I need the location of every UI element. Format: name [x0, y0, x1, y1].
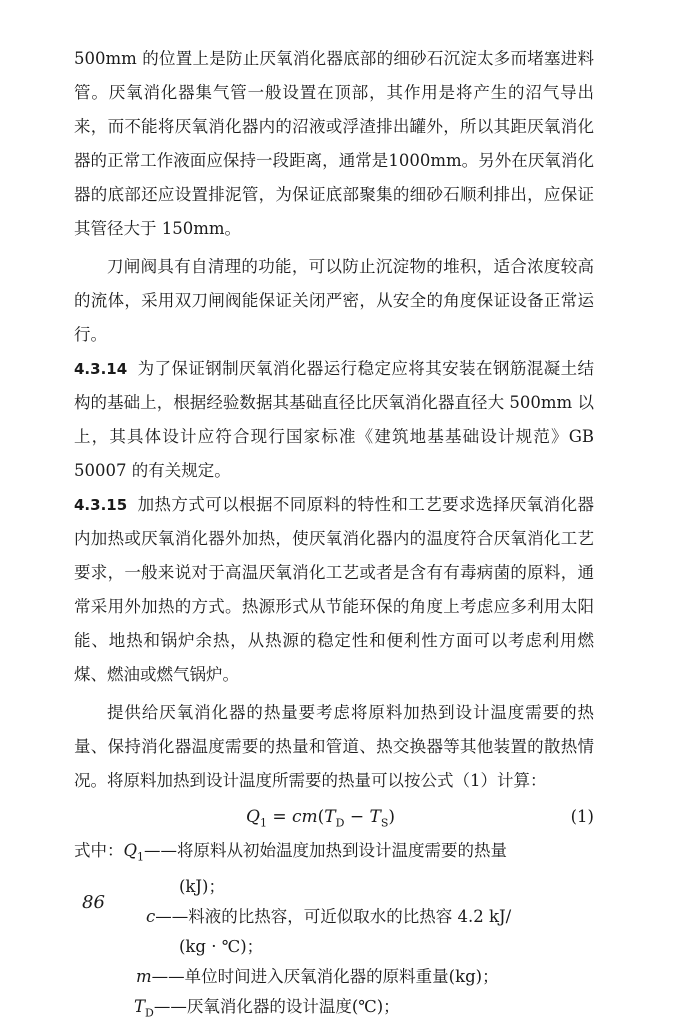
definitions	[74, 836, 594, 1029]
paragraph-heat-supply: 提供给厌氧消化器的热量要考虑将原料加热到设计温度需要的热量、保持消化器温度需要的热量和管道、热交换器等其他装置的散热情况。将原料加热到设计温度所需要的热量可以按公式（1）计算：	[74, 703, 594, 790]
section-text: 加热方式可以根据不同原料的特性和工艺要求选择厌氧消化器内加热或厌氧消化器外加热，使厌氧消化器内的温度符合厌氧消化工艺要求，一般来说对于高温厌氧消化工艺或者是含有有毒病菌的原料，通常采用外加热的方式。热源形式从节能环保的角度上考虑应多利用太阳能、地热和锅炉余热，从热源的稳定性和便利性方面可以考虑利用燃煤、燃油或燃气锅炉。	[74, 495, 594, 684]
definition-c: c——料液的比热容，可近似取水的比热容 4.2 kJ/	[146, 907, 512, 927]
definition-lead: 式中：	[74, 841, 124, 860]
definition-q1: 式中：$Q_1——$将原料从初始温度加热到设计温度需要的热量	[74, 841, 508, 864]
section-text: 为了保证钢制厌氧消化器运行稳定应将其安装在钢筋混凝土结构的基础上，根据经验数据其基础直径比厌氧消化器直径大 500mm 以上，其具体设计应符合现行国家标准《建筑地基基础设计规范》GB 50007 的有关规定。	[74, 359, 594, 480]
section-4-3-15	[74, 488, 594, 692]
definition-td: $T_D——$厌氧消化器的设计温度(℃)；	[134, 997, 400, 1020]
section-number: 4.3.15	[74, 496, 128, 514]
page-number: 86	[82, 892, 105, 913]
definition-m: m——单位时间进入厌氧消化器的原料重量(kg)；	[136, 967, 499, 987]
definition-c-unit: (kg · ℃)；	[179, 937, 264, 957]
definition-q1-unit: (kJ)；	[179, 877, 225, 897]
body-text	[74, 42, 594, 1029]
paragraph-continuation: 500mm 的位置上是防止厌氧消化器底部的细砂石沉淀太多而堵塞进料管。厌氧消化器集气管一般设置在顶部，其作用是将产生的沼气导出来，而不能将厌氧消化器内的沼液或浮渣排出罐外，所以其距厌氧消化器的正常工作液面应保持一段距离，通常是1000mm。另外在厌氧消化器的底部还应设置排泥管，为保证底部聚集的细砂石顺利排出，应保证其管径大于 150mm。	[74, 49, 594, 238]
formula-row	[74, 800, 594, 836]
equation-number: (1)	[570, 807, 594, 826]
section-4-3-14	[74, 352, 594, 488]
section-number: 4.3.14	[74, 360, 128, 378]
formula: $Q_1 = cm(T_D - T_S)$	[246, 807, 396, 830]
paragraph-knife-gate-valve: 刀闸阀具有自清理的功能，可以防止沉淀物的堆积，适合浓度较高的流体，采用双刀闸阀能保证关闭严密，从安全的角度保证设备正常运行。	[74, 257, 594, 344]
